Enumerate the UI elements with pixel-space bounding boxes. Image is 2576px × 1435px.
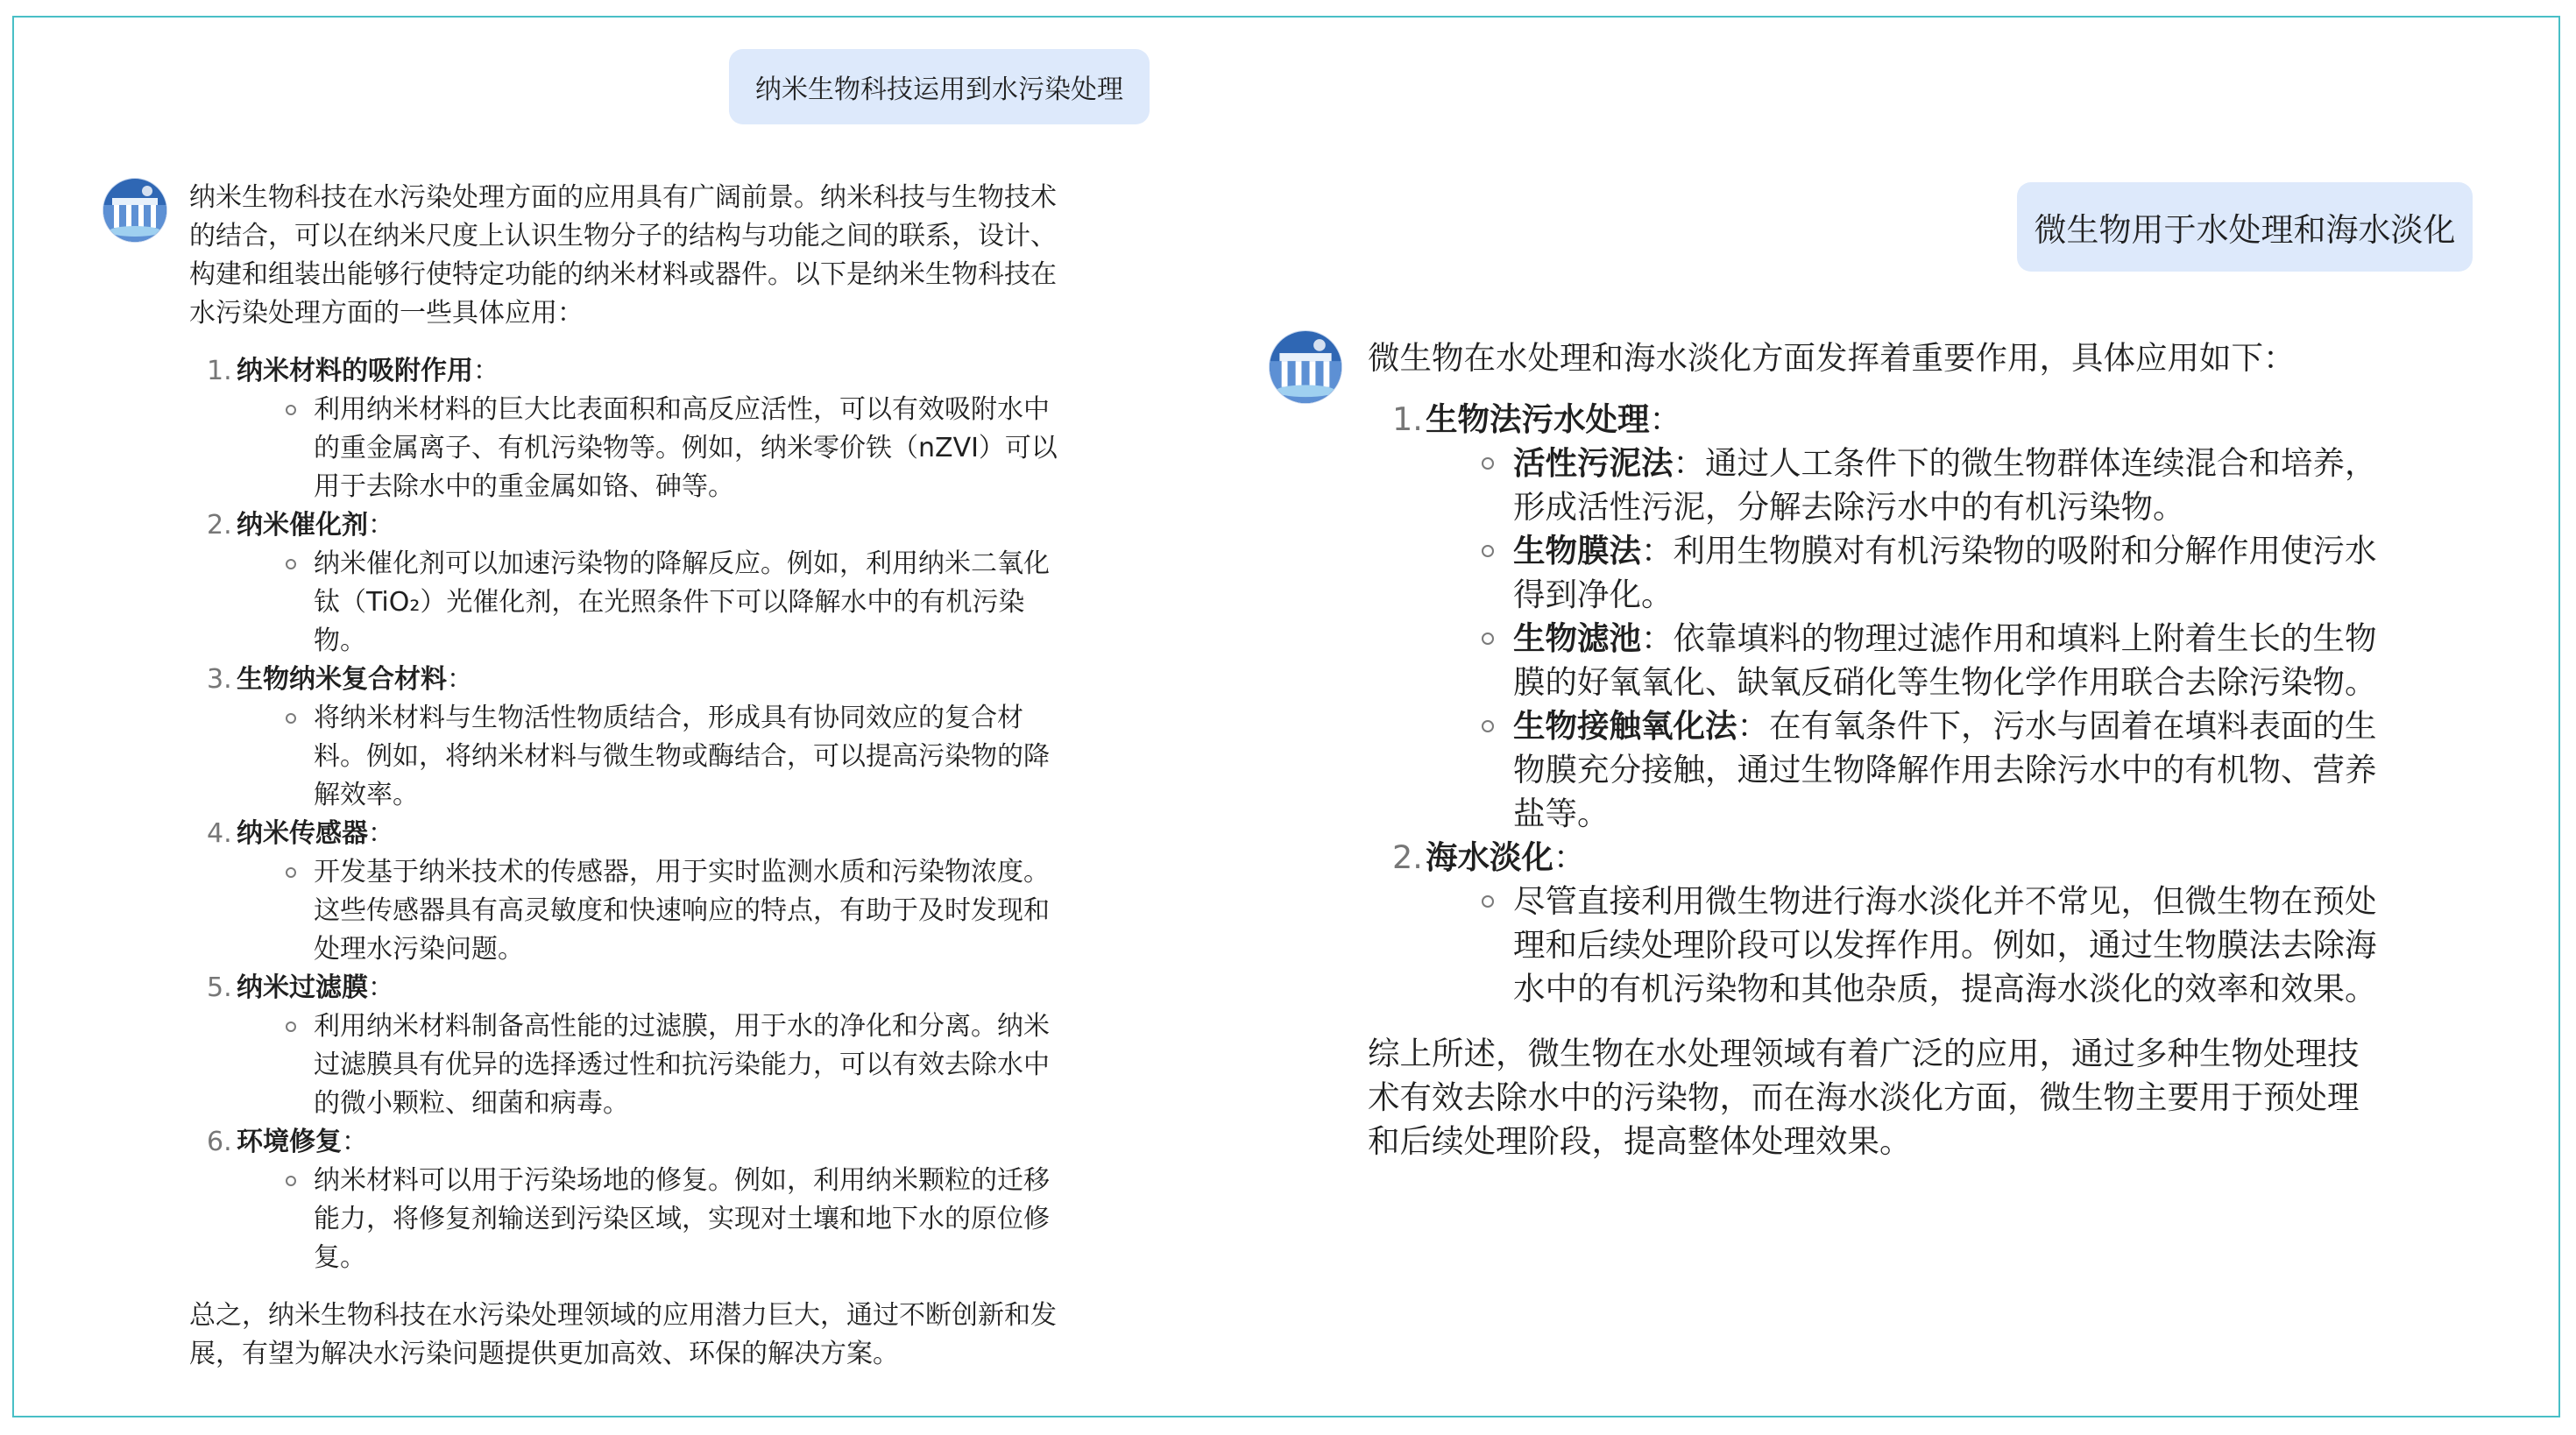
answer-section	[207, 969, 1074, 1123]
answer-section-list	[1368, 398, 2384, 1011]
user-message-text: 微生物用于水处理和海水淡化	[2034, 211, 2456, 249]
bullet-list	[237, 853, 1074, 969]
bullet-text: 将纳米材料与生物活性物质结合，形成具有协同效应的复合材料。例如，将纳米材料与微生物或酶结合，可以提高污染物的降解效率。	[314, 703, 1050, 810]
bullet-text: 开发基于纳米技术的传感器，用于实时监测水质和污染物浓度。这些传感器具有高灵敏度和快速响应的特点，有助于及时发现和处理水污染问题。	[314, 857, 1050, 965]
answer-section-list	[189, 352, 1074, 1277]
section-number: 5.	[207, 972, 232, 1003]
hollow-bullet-icon	[1482, 457, 1494, 470]
hollow-bullet-icon	[286, 713, 296, 724]
bullet-text: ：利用生物膜对有机污染物的吸附和分解作用使污水得到净化。	[1513, 532, 2377, 613]
water-treatment-avatar-icon	[1270, 331, 1341, 403]
section-colon: ：	[342, 1127, 368, 1157]
answer-section	[207, 661, 1074, 815]
user-message-text: 纳米生物科技运用到水污染处理	[755, 74, 1123, 105]
bullet-list	[237, 699, 1074, 815]
bullet-item	[314, 1007, 1074, 1123]
bullet-lead: 生物接触氧化法	[1513, 707, 1737, 745]
section-number: 3.	[207, 664, 232, 695]
section-number: 2.	[1392, 838, 1423, 876]
bullet-text: 尽管直接利用微生物进行海水淡化并不常见，但微生物在预处理和后续处理阶段可以发挥作用。例如，通过生物膜法去除海水中的有机污染物和其他杂质，提高海水淡化的效率和效果。	[1513, 882, 2377, 1007]
section-colon: ：	[368, 972, 394, 1003]
bullet-list	[237, 391, 1074, 506]
section-number: 1.	[207, 356, 232, 386]
bullet-text: 利用纳米材料制备高性能的过滤膜，用于水的净化和分离。纳米过滤膜具有优异的选择透过性和抗污染能力，可以有效去除水中的微小颗粒、细菌和病毒。	[314, 1011, 1050, 1119]
water-treatment-avatar-icon	[103, 179, 166, 242]
bullet-item	[1513, 442, 2384, 529]
bullet-text: 利用纳米材料的巨大比表面积和高反应活性，可以有效吸附水中的重金属离子、有机污染物等。例如，纳米零价铁（nZVI）可以用于去除水中的重金属如铬、砷等。	[314, 394, 1058, 502]
answer-section	[207, 1123, 1074, 1277]
section-title: 环境修复	[237, 1127, 342, 1157]
section-title: 海水淡化	[1426, 838, 1553, 876]
section-number: 2.	[207, 510, 232, 541]
bullet-item	[1513, 617, 2384, 704]
user-message-bubble-left[interactable]	[729, 49, 1150, 124]
section-title: 纳米材料的吸附作用	[237, 356, 473, 386]
bullet-text: 纳米催化剂可以加速污染物的降解反应。例如，利用纳米二氧化钛（TiO₂）光催化剂，在光照条件下可以降解水中的有机污染物。	[314, 548, 1050, 656]
bullet-item	[314, 699, 1074, 815]
bullet-text: ：通过人工条件下的微生物群体连续混合和培养，形成活性污泥，分解去除污水中的有机污染物。	[1513, 444, 2377, 526]
section-colon: ：	[368, 818, 394, 849]
bullet-text: ：依靠填料的物理过滤作用和填料上附着生长的生物膜的好氧氧化、缺氧反硝化等生物化学作用联合去除污染物。	[1513, 619, 2377, 701]
bullet-text: ：在有氧条件下，污水与固着在填料表面的生物膜充分接触，通过生物降解作用去除污水中的有机物、营养盐等。	[1513, 707, 2377, 832]
hollow-bullet-icon	[286, 1176, 296, 1186]
section-title: 纳米传感器	[237, 818, 368, 849]
section-title: 纳米过滤膜	[237, 972, 368, 1003]
section-number: 1.	[1392, 400, 1423, 438]
bullet-lead: 生物滤池	[1513, 619, 1641, 657]
answer-summary: 总之，纳米生物科技在水污染处理领域的应用潜力巨大，通过不断创新和发展，有望为解决水污染问题提供更加高效、环保的解决方案。	[189, 1300, 1057, 1369]
answer-intro: 纳米生物科技在水污染处理方面的应用具有广阔前景。纳米科技与生物技术的结合，可以在纳米尺度上认识生物分子的结构与功能之间的联系，设计、构建和组装出能够行使特定功能的纳米材料或器件。以下是纳米生物科技在水污染处理方面的一些具体应用：	[189, 182, 1057, 329]
assistant-answer-left	[189, 179, 1074, 1374]
bullet-lead: 活性污泥法	[1513, 444, 1674, 482]
bullet-item	[1513, 704, 2384, 836]
hollow-bullet-icon	[286, 867, 296, 878]
bullet-list	[237, 1162, 1074, 1277]
hollow-bullet-icon	[286, 559, 296, 569]
hollow-bullet-icon	[286, 1021, 296, 1032]
answer-intro: 微生物在水处理和海水淡化方面发挥着重要作用，具体应用如下：	[1368, 339, 2296, 377]
hollow-bullet-icon	[1482, 720, 1494, 732]
bullet-lead: 生物膜法	[1513, 532, 1641, 569]
answer-section	[1392, 836, 2384, 1011]
bullet-list	[237, 545, 1074, 661]
answer-section	[207, 506, 1074, 661]
section-colon: ：	[1553, 838, 1586, 876]
bullet-item	[1513, 529, 2384, 617]
section-number: 4.	[207, 818, 232, 849]
answer-section	[1392, 398, 2384, 836]
bullet-item	[1513, 880, 2384, 1011]
section-colon: ：	[473, 356, 499, 386]
hollow-bullet-icon	[1482, 633, 1494, 645]
hollow-bullet-icon	[1482, 545, 1494, 557]
section-number: 6.	[207, 1127, 232, 1157]
section-colon: ：	[447, 664, 473, 695]
bullet-list	[237, 1007, 1074, 1123]
bullet-item	[314, 545, 1074, 661]
section-colon: ：	[368, 510, 394, 541]
section-title: 纳米催化剂	[237, 510, 368, 541]
user-message-bubble-right[interactable]	[2017, 182, 2473, 272]
answer-section	[207, 352, 1074, 506]
bullet-item	[314, 1162, 1074, 1277]
bullet-list	[1426, 442, 2384, 836]
bullet-item	[314, 391, 1074, 506]
answer-summary: 综上所述，微生物在水处理领域有着广泛的应用，通过多种生物处理技术有效去除水中的污染物，而在海水淡化方面，微生物主要用于预处理和后续处理阶段，提高整体处理效果。	[1368, 1035, 2360, 1160]
hollow-bullet-icon	[1482, 895, 1494, 908]
assistant-answer-right	[1368, 333, 2384, 1163]
section-title: 生物纳米复合材料	[237, 664, 447, 695]
hollow-bullet-icon	[286, 405, 296, 415]
answer-section	[207, 815, 1074, 969]
section-title: 生物法污水处理	[1426, 400, 1650, 438]
bullet-item	[314, 853, 1074, 969]
bullet-text: 纳米材料可以用于污染场地的修复。例如，利用纳米颗粒的迁移能力，将修复剂输送到污染区域，实现对土壤和地下水的原位修复。	[314, 1165, 1050, 1273]
section-colon: ：	[1649, 400, 1681, 438]
bullet-list	[1426, 880, 2384, 1011]
